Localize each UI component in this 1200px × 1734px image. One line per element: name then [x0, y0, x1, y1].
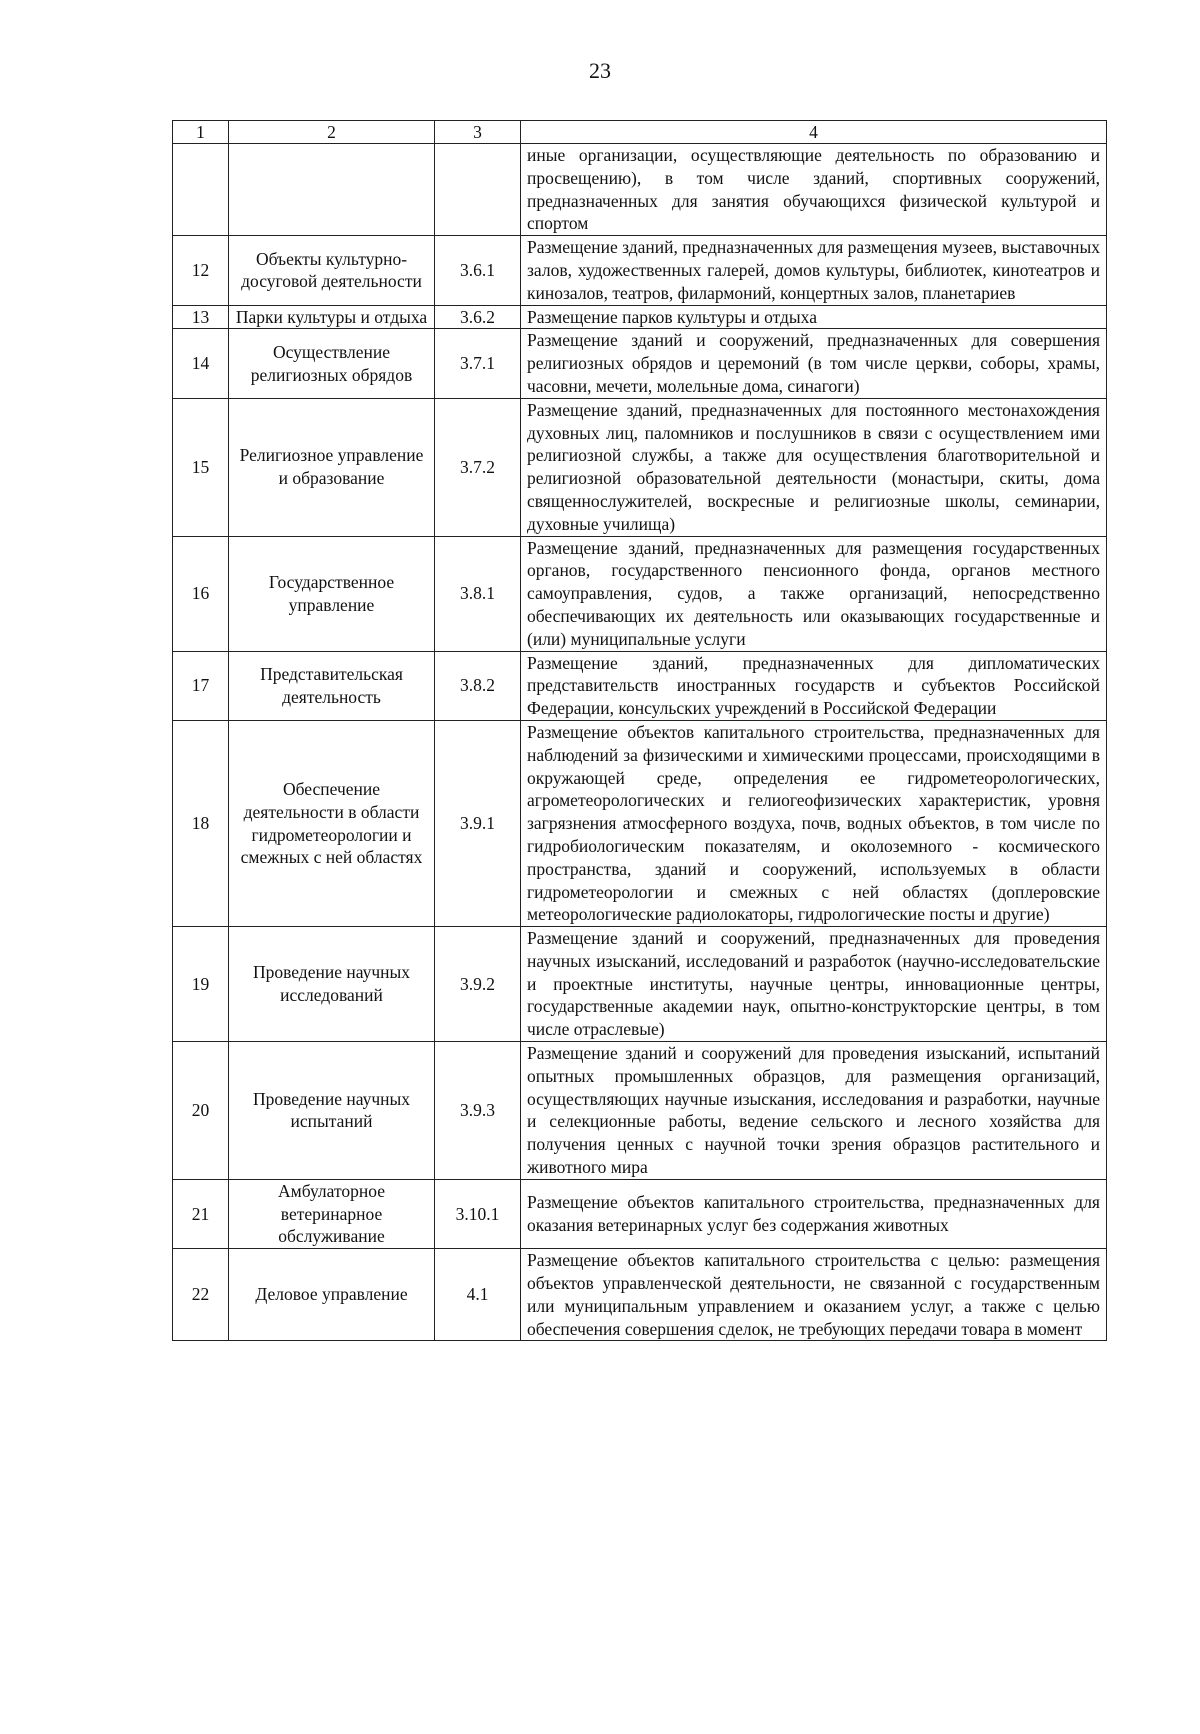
row-number: 19: [173, 927, 229, 1042]
row-description: Размещение парков культуры и отдыха: [521, 305, 1107, 329]
table-header-row: [173, 121, 1107, 144]
row-number: 16: [173, 536, 229, 651]
row-code: 3.9.1: [435, 720, 521, 926]
row-description: Размещение зданий и сооружений, предназначенных для совершения религиозных обрядов и церемоний (в том числе церкви, соборы, храмы, часовни, мечети, молельные дома, синагоги): [521, 329, 1107, 398]
row-name: Проведение научных исследований: [229, 927, 435, 1042]
table-row: [173, 1179, 1107, 1248]
table-row: [173, 927, 1107, 1042]
row-description: Размещение объектов капитального строительства, предназначенных для оказания ветеринарных услуг без содержания животных: [521, 1179, 1107, 1248]
row-code: 3.8.2: [435, 651, 521, 720]
row-code: 3.6.2: [435, 305, 521, 329]
row-name: Обеспечение деятельности в области гидрометеорологии и смежных с ней областях: [229, 720, 435, 926]
row-number: [173, 144, 229, 236]
row-description: Размещение зданий, предназначенных для размещения государственных органов, государственного пенсионного фонда, органов местного самоуправления, судов, а также организаций, непосредственно обеспечивающих их деятельность или оказывающих государственные и (или) муниципальные услуги: [521, 536, 1107, 651]
row-name: Объекты культурно-досуговой деятельности: [229, 236, 435, 305]
row-description: Размещение объектов капитального строительства, предназначенных для наблюдений за физическими и химическими процессами, происходящими в окружающей среде, определения ее гидрометеорологических, агрометеорологических и гелиогеофизических характеристик, уровня загрязнения атмосферного воздуха, почв, водных объектов, в том числе по гидробиологическим показателям, и околоземного - космического пространства, зданий и сооружений, используемых в области гидрометеорологии и смежных с ней областях (доплеровские метеорологические радиолокаторы, гидрологические посты и другие): [521, 720, 1107, 926]
row-code: 3.9.2: [435, 927, 521, 1042]
land-use-table: [172, 120, 1107, 1341]
row-number: 13: [173, 305, 229, 329]
row-name: Деловое управление: [229, 1249, 435, 1341]
table-row: [173, 236, 1107, 305]
table-row: [173, 651, 1107, 720]
row-number: 12: [173, 236, 229, 305]
row-description: Размещение зданий, предназначенных для постоянного местонахождения духовных лиц, паломников и послушников в связи с осуществлением ими религиозной службы, а также для осуществления благотворительной и религиозной образовательной деятельности (монастыри, скиты, дома священнослужителей, воскресные и религиозные школы, семинарии, духовные училища): [521, 398, 1107, 536]
table-row: [173, 536, 1107, 651]
table-row: [173, 720, 1107, 926]
row-code: 3.9.3: [435, 1042, 521, 1180]
row-code: 3.8.1: [435, 536, 521, 651]
column-header: 2: [229, 121, 435, 144]
row-name: Амбулаторное ветеринарное обслуживание: [229, 1179, 435, 1248]
row-name: [229, 144, 435, 236]
table-row: [173, 398, 1107, 536]
row-name: Проведение научных испытаний: [229, 1042, 435, 1180]
row-description: иные организации, осуществляющие деятельность по образованию и просвещению), в том числе зданий, спортивных сооружений, предназначенных для занятия обучающихся физической культурой и спортом: [521, 144, 1107, 236]
row-number: 17: [173, 651, 229, 720]
row-description: Размещение зданий и сооружений, предназначенных для проведения научных изысканий, исследований и разработок (научно-исследовательские и проектные институты, научные центры, инновационные центры, государственные академии наук, опытно-конструкторские центры, в том числе отраслевые): [521, 927, 1107, 1042]
row-description: Размещение зданий и сооружений для проведения изысканий, испытаний опытных промышленных образцов, для размещения организаций, осуществляющих научные изыскания, исследования и разработки, научные и селекционные работы, ведение сельского и лесного хозяйства для получения ценных с научной точки зрения образцов растительного и животного мира: [521, 1042, 1107, 1180]
row-name: Государственное управление: [229, 536, 435, 651]
row-number: 22: [173, 1249, 229, 1341]
table-row: [173, 329, 1107, 398]
page-number: 23: [589, 58, 611, 83]
row-name: Парки культуры и отдыха: [229, 305, 435, 329]
table-row: [173, 144, 1107, 236]
column-header: 1: [173, 121, 229, 144]
row-code: 4.1: [435, 1249, 521, 1341]
row-code: 3.7.2: [435, 398, 521, 536]
row-number: 18: [173, 720, 229, 926]
row-name: Религиозное управление и образование: [229, 398, 435, 536]
row-description: Размещение зданий, предназначенных для размещения музеев, выставочных залов, художественных галерей, домов культуры, библиотек, кинотеатров и кинозалов, театров, филармоний, концертных залов, планетариев: [521, 236, 1107, 305]
row-number: 20: [173, 1042, 229, 1180]
row-code: [435, 144, 521, 236]
row-description: Размещение объектов капитального строительства с целью: размещения объектов управленческой деятельности, не связанной с государственным или муниципальным управлением и оказанием услуг, а также с целью обеспечения совершения сделок, не требующих передачи товара в момент: [521, 1249, 1107, 1341]
table-row: [173, 1042, 1107, 1180]
row-number: 14: [173, 329, 229, 398]
column-header: 4: [521, 121, 1107, 144]
row-description: Размещение зданий, предназначенных для дипломатических представительств иностранных государств и субъектов Российской Федерации, консульских учреждений в Российской Федерации: [521, 651, 1107, 720]
row-name: Осуществление религиозных обрядов: [229, 329, 435, 398]
row-number: 21: [173, 1179, 229, 1248]
column-header: 3: [435, 121, 521, 144]
row-code: 3.6.1: [435, 236, 521, 305]
row-code: 3.10.1: [435, 1179, 521, 1248]
table-row: [173, 1249, 1107, 1341]
row-number: 15: [173, 398, 229, 536]
row-code: 3.7.1: [435, 329, 521, 398]
row-name: Представительская деятельность: [229, 651, 435, 720]
table-row: [173, 305, 1107, 329]
